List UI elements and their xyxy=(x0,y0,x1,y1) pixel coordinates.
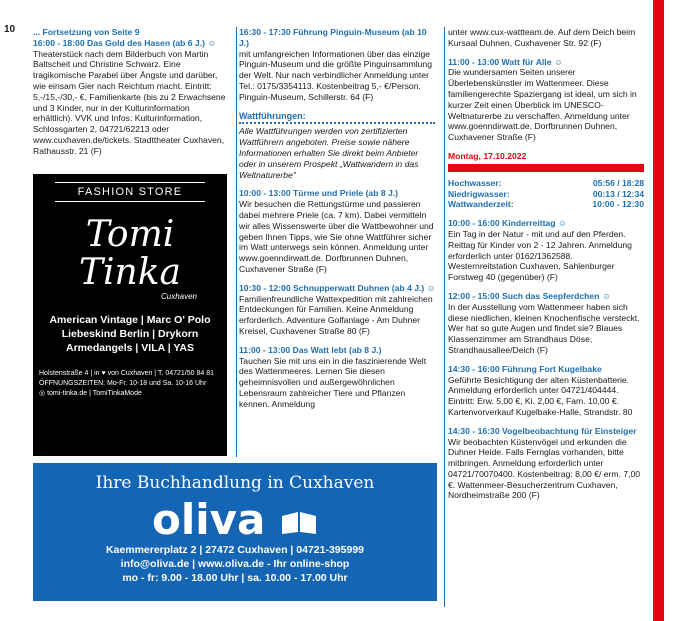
event-title: 10:00 - 13:00 Türme und Priele (ab 8 J.) xyxy=(239,188,399,199)
event-title: 10:30 - 12:00 Schnupperwatt Duhnen (ab 4 J.) xyxy=(239,282,425,293)
tide-low: Niedrigwasser: 00:13 / 12:34 xyxy=(448,188,644,199)
logo-line-2: Tinka xyxy=(79,252,181,293)
event-title: 16:30 - 17:30 Führung Pinguin-Museum (ab 10 J.) xyxy=(239,27,427,48)
section-body: Alle Wattführungen werden von zertifizierten Wattführern angeboten. Preise sowie nähere Informationen erhalten Sie direkt beim Anbieter oder in unserem Prospekt „Wattwandern in das Weltnaturerbe" xyxy=(239,126,419,180)
event-body: Ein Tag in der Natur - mit und auf den Pferden. Reittag für Kinder von 2 - 12 Jahren. Anmeldung erforderlich unter 0162/1362588. Westernreitstation Cuxhaven, Sahlenburger Forstweg 40 (gegenüber) (F) xyxy=(448,228,632,283)
event-body: Die wundersamen Seiten unserer Überlebenskünstler im Wattenmeer. Diese familiengerechte Spaziergang ist ideal, um sich in kurzer Zeit einen Überblick im UNESCO-Weltnaturerbe zu verschaffen. Anmeldung unter www.goenndirwatt.de. Dorfbrunnen Duhnen, Cuxhavener Straße (F) xyxy=(448,67,637,143)
oliva-logo: oliva xyxy=(33,497,437,543)
store-hours: ÖFFNUNGSZEITEN: Mo-Fr. 10-18 und Sa. 10-16 Uhr xyxy=(39,380,207,387)
event-title: 11:00 - 13:00 Watt für Alle xyxy=(448,56,552,67)
smiley-icon: ☺ xyxy=(426,282,436,293)
event-watt-fuer-alle xyxy=(448,57,644,143)
event-body: Tauchen Sie mit uns ein in die faszinierende Welt des Wattenmeeres. Lernen Sie diesen geheimnisvollen und außergewöhnlichen Lebensraum zahlreicher Tiere und Pflanzen kennen. Anmeldung xyxy=(239,355,427,409)
event-continued xyxy=(448,27,644,49)
event-tuerme-priele xyxy=(239,188,437,274)
column-divider xyxy=(444,27,445,607)
column-3 xyxy=(448,27,644,509)
event-body: Familienfreundliche Wattexpedition mit zahlreichen Entdeckungen für Familien. Keine Anmeldung erforderlich. Adventure Golfanlage - Am Duhner Kreisel, Cuxhavener Straße 80 (F) xyxy=(239,293,433,336)
oliva-address: Kaemmererplatz 2 | 27472 Cuxhaven | 04721-395999 xyxy=(105,544,365,556)
event-body: mit umfangreichen Informationen über das einzige Pinguin-Museum und die größte Pinguinsammlung der Welt. Nur nach verbindlicher Anmeldung unter Tel.: 0175/3354113. Kostenbeitrag 5,- €/Person. Pinguin-Museum, Schillerstr. 64 (F) xyxy=(239,48,432,102)
brand-line-3: Armedangels | VILA | YAS xyxy=(65,342,195,354)
logo-sub: Cuxhaven xyxy=(160,292,197,301)
red-divider xyxy=(448,164,644,172)
tide-walk: Wattwanderzeit: 10:00 - 12:30 xyxy=(448,199,644,210)
event-title: 14:30 - 16:30 Vogelbeobachtung für Einsteiger xyxy=(448,425,637,436)
event-body: unter www.cux-wattteam.de. Auf dem Deich beim Kursaal Duhnen, Cuxhavener Str. 92 (F) xyxy=(448,27,636,48)
fashion-store-label: FASHION STORE xyxy=(55,182,205,202)
tomi-tinka-logo xyxy=(33,216,227,292)
book-icon xyxy=(280,495,318,544)
instagram-icon: ◎ xyxy=(39,390,46,397)
page-number: 10 xyxy=(4,24,16,35)
logo-line-1: Tomi xyxy=(85,214,175,255)
day-date: Montag, 17.10.2022 xyxy=(448,150,527,161)
event-title: 10:00 - 16:00 Kinderreittag xyxy=(448,218,556,229)
smiley-icon: ☺ xyxy=(557,218,567,229)
oliva-contact: info@oliva.de | www.oliva.de - Ihr online-shop xyxy=(120,558,350,570)
event-body: Wir beobachten Küstenvögel und erkunden die Duhner Heide. Falls Fernglas vorhanden, bitte mitbringen. Anmeldung erforderlich unter 04721/70070400. Kostenbeitrag: 8,00 €/ erm. 7,00 €. Wattenmeer-Besucherzentrum Cuxhaven, Nordheimstraße 200 (F) xyxy=(448,436,641,501)
event-pinguin-museum xyxy=(239,27,437,103)
event-schnupperwatt xyxy=(239,283,437,337)
brand-list xyxy=(33,313,227,355)
smiley-icon: ☺ xyxy=(207,37,217,48)
dotted-divider xyxy=(239,122,435,124)
column-2 xyxy=(239,27,437,418)
column-divider xyxy=(236,27,237,457)
section-heading: Wattführungen: xyxy=(239,110,306,121)
event-fort-kugelbake xyxy=(448,364,644,418)
event-body: Wir besuchen die Rettungstürme und passieren dabei mehrere Priele (ca. 7 km). Dabei vermitteln wir alles Wissenswerte über die Wattbewohner und geben Ihnen Tipps, wie Sie ohne Wattführer sicher im Watt unterwegs sein können. Anmeldung unter www.goenndirwatt.de. Dorfbrunnen Duhnen, Cuxhavener Straße (F) xyxy=(239,199,434,274)
event-body: Geführte Besichtigung der alten Küstenbatterie. Anmeldung erforderlich unter 04721/404444. Eintritt: Erw. 5,00 €, Ki. 2,00 €, Fam. 10,00 €. Kartenvorverkauf Kugelbake-Halle, Strandstr. 80 xyxy=(448,374,633,417)
section-wattfuehrungen xyxy=(239,111,437,181)
page-edge-bar xyxy=(653,0,664,621)
day-header xyxy=(448,151,644,210)
oliva-hours: mo - fr: 9.00 - 18.00 Uhr | sa. 10.00 - 17.00 Uhr xyxy=(122,572,348,584)
column-1 xyxy=(33,27,229,165)
ad-tomi-tinka[interactable] xyxy=(33,174,227,456)
event-title: 14:30 - 16:00 Führung Fort Kugelbake xyxy=(448,363,602,374)
oliva-headline: Ihre Buchhandlung in Cuxhaven xyxy=(95,473,375,493)
event-seepferdchen xyxy=(448,291,644,356)
store-info xyxy=(33,369,227,399)
event-vogelbeobachtung xyxy=(448,426,644,502)
event-gold-des-hasen xyxy=(33,38,229,157)
smiley-icon: ☺ xyxy=(553,56,563,67)
smiley-icon: ☺ xyxy=(601,290,611,301)
event-kinderreittag xyxy=(448,218,644,283)
ad-oliva[interactable] xyxy=(33,463,437,601)
event-title: 16:00 - 18:00 Das Gold des Hasen (ab 6 J.) xyxy=(33,37,205,48)
brand-line-2: Liebeskind Berlin | Drykorn xyxy=(61,328,199,340)
tide-high: Hochwasser: 05:56 / 18:28 xyxy=(448,177,644,188)
event-body: In der Ausstellung vom Wattenmeer haben sich diese niedlichen, kleinen Knochenfische versteckt. Wer hat so gute Augen und findet sie? Blaues Klassenzimmer am Strandhaus Döse, Strandhausallee/Deich (F) xyxy=(448,301,640,355)
event-body: Theaterstück nach dem Bilderbuch von Martin Baltscheit und Christine Schwarz. Eine tragikomische Parabel über Ängste und darüber, wie einsam Gier nach Reichtum macht. Eintritt: 5,-/15,-/30,- €, Familienkarte (bis zu 2 Erwachsene und 3 Kinder, nur in der Kulturinformation erhältlich). VVK und Infos: Kulturinformation, Schlossgarten 2, 04721/62213 oder www.cuxhaven.de/tickets. Stadttheater Cuxhaven, Rathausstr. 21 (F) xyxy=(33,48,226,156)
store-social: ◎ tomi-tinka.de | TomiTinkaMode xyxy=(39,390,142,397)
brand-line-1: American Vintage | Marc O' Polo xyxy=(49,314,211,326)
continued-note: ... Fortsetzung von Seite 9 xyxy=(33,27,140,37)
event-watt-lebt xyxy=(239,345,437,410)
event-title: 12:00 - 15:00 Such das Seepferdchen xyxy=(448,290,600,301)
event-title: 11:00 - 13:00 Das Watt lebt (ab 8 J.) xyxy=(239,344,382,355)
store-address: Holstenstraße 4 | in ♥ von Cuxhaven | T. 04721/50 84 81 xyxy=(39,370,214,377)
